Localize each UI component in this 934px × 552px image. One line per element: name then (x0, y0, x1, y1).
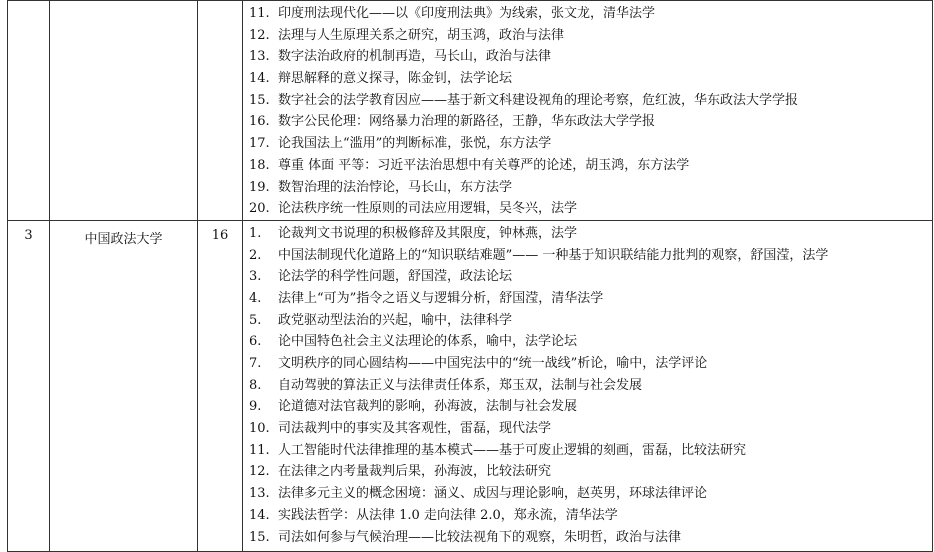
item-text: 政党驱动型法治的兴起，喻中，法律科学 (278, 312, 513, 328)
item-number: 13. (249, 49, 270, 65)
item-number: 4. (249, 290, 262, 306)
item-text: 数智治理的法治悖论，马长山，东方法学 (278, 179, 513, 195)
university-cell (50, 1, 198, 221)
list-item (249, 331, 932, 353)
item-number: 12. (249, 27, 270, 43)
paper-list (243, 221, 932, 548)
item-text: 论中国特色社会主义法理论的体系，喻中，法学论坛 (278, 334, 578, 350)
item-text: 论道德对法官裁判的影响，孙海波，法制与社会发展 (278, 399, 578, 415)
paper-count: 16 (211, 227, 229, 243)
list-item (249, 133, 932, 155)
rank-value (8, 1, 49, 8)
list-item (249, 3, 932, 25)
item-text: 论我国法上“滥用”的判断标准，张悦，东方法学 (278, 136, 552, 152)
item-number: 14. (249, 71, 270, 87)
item-text: 法律多元主义的概念困境：涵义、成因与理论影响，赵英男，环球法律评论 (278, 486, 708, 502)
count-cell (198, 1, 243, 221)
list-item (249, 505, 932, 527)
university-name: 中国政法大学 (84, 231, 163, 247)
item-number: 11. (249, 442, 270, 458)
list-item (249, 310, 932, 332)
papers-cell (243, 1, 933, 221)
item-text: 法律上“可为”指令之语义与逻辑分析，舒国滢，清华法学 (278, 290, 604, 306)
list-item (249, 46, 932, 68)
list-item (249, 68, 932, 90)
item-text: 文明秩序的同心圆结构——中国宪法中的“统一战线”析论，喻中，法学评论 (278, 356, 708, 371)
item-number: 5. (249, 312, 262, 328)
item-number: 15. (249, 529, 270, 545)
item-text: 中国法制现代化道路上的“知识联结难题”—— 一种基于知识联结能力批判的观察，舒国滢，法学 (278, 247, 829, 263)
table-row (8, 1, 933, 221)
item-number: 13. (249, 486, 270, 502)
item-number: 8. (249, 377, 262, 393)
item-number: 2. (249, 247, 262, 263)
item-text: 人工智能时代法律推理的基本模式——基于可废止逻辑的刻画，雷磊，比较法研究 (278, 442, 747, 458)
list-item (249, 177, 932, 199)
list-item (249, 527, 932, 549)
list-item (249, 223, 932, 245)
list-item (249, 245, 932, 267)
table-row (8, 220, 933, 551)
rank-cell (8, 220, 50, 551)
list-item (249, 198, 932, 220)
item-text: 实践法哲学：从法律 1.0 走向法律 2.0，郑永流，清华法学 (278, 507, 618, 523)
item-text: 司法如何参与气候治理——比较法视角下的观察，朱明哲，政治与法律 (278, 529, 682, 545)
item-text: 论裁判文书说理的积极修辞及其限度，钟林燕，法学 (278, 225, 578, 241)
item-text: 论法学的科学性问题，舒国滢，政法论坛 (278, 269, 513, 285)
list-item (249, 111, 932, 133)
item-text: 数字法治政府的机制再造，马长山，政治与法律 (278, 49, 552, 65)
list-item (249, 375, 932, 397)
item-number: 18. (249, 157, 270, 173)
item-number: 10. (249, 421, 270, 437)
item-number: 16. (249, 114, 270, 130)
item-number: 6. (249, 334, 262, 350)
item-text: 辩思解释的意义探寻，陈金钊，法学论坛 (278, 71, 513, 87)
item-number: 11. (249, 6, 270, 21)
list-item (249, 90, 932, 112)
item-number: 7. (249, 356, 262, 371)
list-item (249, 266, 932, 288)
item-text: 尊重 体面 平等：习近平法治思想中有关尊严的论述，胡玉鸿，东方法学 (278, 157, 690, 173)
item-text: 司法裁判中的事实及其客观性，雷磊，现代法学 (278, 421, 552, 437)
item-number: 14. (249, 507, 270, 523)
item-text: 数字社会的法学教育因应——基于新文科建设视角的理论考察，危红波，华东政法大学学报 (278, 92, 799, 108)
item-number: 19. (249, 179, 270, 195)
item-number: 3. (249, 269, 262, 285)
list-item (249, 483, 932, 505)
item-number: 12. (249, 464, 270, 480)
papers-cell (243, 220, 933, 551)
item-text: 在法律之内考量裁判后果，孙海波，比较法研究 (278, 464, 552, 480)
paper-list (243, 1, 932, 220)
ranking-table (7, 0, 933, 552)
paper-count (198, 1, 242, 8)
item-text: 法理与人生原理关系之研究，胡玉鸿，政治与法律 (278, 27, 565, 43)
item-text: 自动驾驶的算法正义与法律责任体系，郑玉双，法制与社会发展 (278, 377, 643, 393)
list-item (249, 396, 932, 418)
list-item (249, 288, 932, 310)
rank-cell (8, 1, 50, 221)
item-text: 论法秩序统一性原则的司法应用逻辑，吴冬兴，法学 (278, 201, 578, 217)
item-number: 17. (249, 136, 270, 152)
list-item (249, 155, 932, 177)
item-number: 9. (249, 399, 262, 415)
list-item (249, 440, 932, 462)
list-item (249, 418, 932, 440)
university-name (50, 1, 197, 8)
item-number: 20. (249, 201, 270, 217)
list-item (249, 461, 932, 483)
count-cell (198, 220, 243, 551)
item-text: 印度刑法现代化——以《印度刑法典》为线索，张文龙，清华法学 (278, 6, 656, 21)
list-item (249, 353, 932, 375)
university-cell (50, 220, 198, 551)
item-text: 数字公民伦理：网络暴力治理的新路径，王静，华东政法大学学报 (278, 114, 656, 130)
rank-value: 3 (24, 227, 33, 243)
item-number: 1. (249, 225, 262, 241)
list-item (249, 25, 932, 47)
item-number: 15. (249, 92, 270, 108)
